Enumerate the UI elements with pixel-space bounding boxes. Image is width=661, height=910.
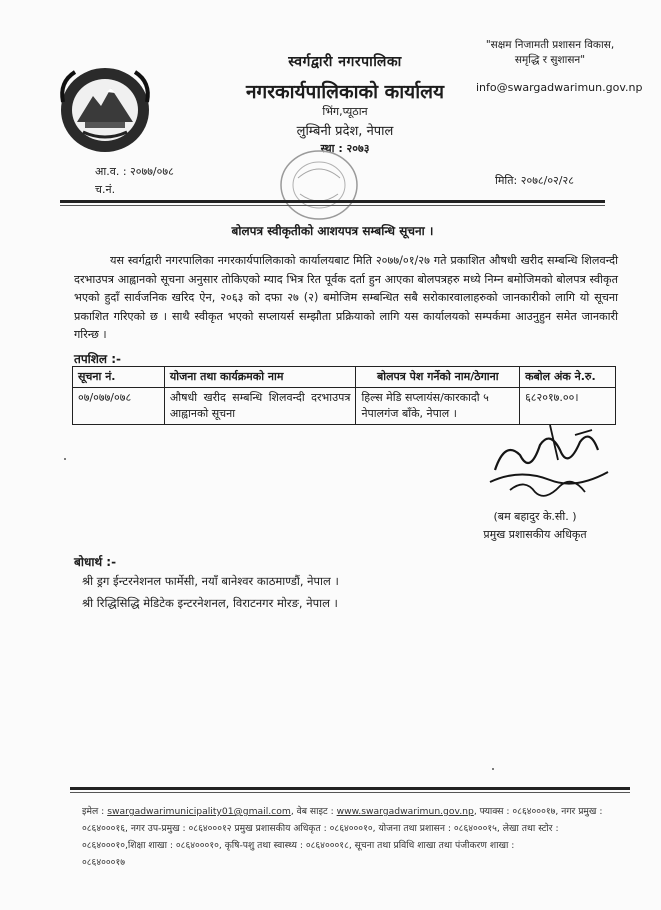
letter-date: मिति: २०७८/०२/२८ [495, 174, 574, 187]
office-email: info@swargadwarimun.gov.np [476, 81, 643, 94]
header-amount: कबोल अंक ने.रु. [520, 367, 616, 388]
cc-recipient: श्री ड्रग ईन्टरनेशनल फार्मेसी, नयाँ बानेश्वर काठमाण्डौं, नेपाल । [82, 574, 339, 588]
cell-program-name: औषधी खरीद सम्बन्धि शिलवन्दी दरभाउपत्र आह्वानको सूचना [164, 388, 356, 425]
notice-paragraph: यस स्वर्गद्वारी नगरपालिका नगरकार्यपालिकाको कार्यालयबाट मिति २०७७/०१/२७ गते प्रकाशित औषधी खरीद सम्बन्धि शिलवन्दी दरभाउपत्र आह्वानको सूचना अनुसार तोकिएको म्याद भित्र रित पूर्वक दर्ता हुन आएका बोलपत्रहरु मध्ये निम्न बमोजिमको बोलपत्र स्वीकृत भएको हुदाँ सार्वजनिक खरिद ऐन, २०६३ को दफा २७ (२) बमोजिम सम्बन्धित सबै सरोकारवालाहरुको जानकारीको लागि यो सूचना प्रकाशित गरिएको छ । साथै स्वीकृत भएको सप्लायर्स सम्झौता प्रक्रियाको लागि यस कार्यालयको सम्पर्कमा आउनुहुन समेत जानकारी गरिन्छ । [74, 254, 618, 341]
municipality-emblem [55, 62, 155, 156]
footer-web-label: , वेब साइट : [290, 806, 334, 817]
table-row [73, 388, 616, 425]
header-notice-no: सूचना नं. [73, 367, 165, 388]
footer-rule [70, 787, 630, 790]
office-place: भिंग,प्यूठान [322, 105, 368, 118]
slogan [470, 38, 630, 68]
footer-phones-1: , फ्याक्स : ०८६४०००१७, नगर प्रमुख : [473, 806, 603, 817]
office-name: नगरकार्यपालिकाको कार्यालय [245, 81, 445, 103]
scan-speck [492, 768, 494, 770]
reference-block [95, 163, 174, 199]
cell-bidder: हिल्स मेडि सप्लायंस/कारकादौ ५ नेपालगंज बाँके, नेपाल । [356, 388, 520, 425]
established-year: स्था : २०७३ [320, 142, 370, 155]
office-province: लुम्बिनी प्रदेश, नेपाल [296, 124, 394, 139]
office-stamp [278, 148, 360, 222]
header-bidder: बोलपत्र पेश गर्नेको नाम/ठेगाना [356, 367, 520, 388]
slogan-line-1: "सक्षम निजामती प्रशासन विकास, [485, 39, 615, 51]
notice-body [74, 252, 618, 345]
dispatch-number: च.नं. [95, 183, 116, 196]
cell-notice-no: ०७/०७७/०७८ [73, 388, 165, 425]
handwritten-signature [480, 420, 615, 510]
header-rule [60, 200, 605, 203]
table-header-row [73, 367, 616, 388]
footer-line-2: ०८६४०००१६, नगर उप-प्रमुख : ०८६४०००१२ प्रमुख प्रशासकीय अधिकृत : ०८६४०००१०, योजना तथा प्रशासन : ०८६४०००१५, लेखा तथा स्टोर : [82, 823, 559, 834]
municipality-name: स्वर्गद्वारी नगरपालिका [288, 54, 402, 70]
cc-list [82, 570, 339, 614]
footer-website-link[interactable]: www.swargadwarimun.gov.np [336, 806, 474, 817]
slogan-line-2: समृद्धि र सुशासन" [514, 54, 586, 66]
cc-label: बोधार्थ :- [74, 555, 117, 569]
award-table [72, 366, 616, 425]
footer-email-link[interactable]: swargadwarimunicipality01@gmail.com [107, 806, 291, 817]
fiscal-year: आ.व. : २०७७/०७८ [95, 165, 174, 178]
notice-subject: बोलपत्र स्वीकृतीको आशयपत्र सम्बन्धि सूचना । [231, 224, 434, 238]
scan-speck [64, 458, 66, 460]
signatory-title: प्रमुख प्रशासकीय अधिकृत [483, 528, 587, 541]
signatory-name: (बम बहादुर के.सी. ) [493, 510, 577, 523]
signatory-block [455, 508, 615, 544]
footer-line-1 [82, 803, 632, 820]
footer-line-4: ०८६४०००१७ [82, 857, 125, 868]
header-program-name: योजना तथा कार्यक्रमको नाम [164, 367, 356, 388]
cell-amount: ६८२०१७.००। [520, 388, 616, 425]
footer-contacts [82, 803, 632, 871]
footer-line-3: ०८६४०००१०,शिक्षा शाखा : ०८६४०००१०, कृषि-पशु तथा स्वास्थ्य : ०८६४०००१८, सूचना तथा प्रविधि शाखा तथा पंजीकरण शाखा : [82, 840, 515, 851]
footer-email-label: इमेल : [82, 806, 105, 817]
details-label: तपशिल :- [74, 352, 122, 366]
header-rule-thin [60, 205, 605, 206]
footer-rule-thin [70, 792, 630, 793]
cc-recipient: श्री रिद्धिसिद्धि मेडिटेक इन्टरनेशनल, विराटनगर मोरङ, नेपाल । [82, 596, 338, 610]
